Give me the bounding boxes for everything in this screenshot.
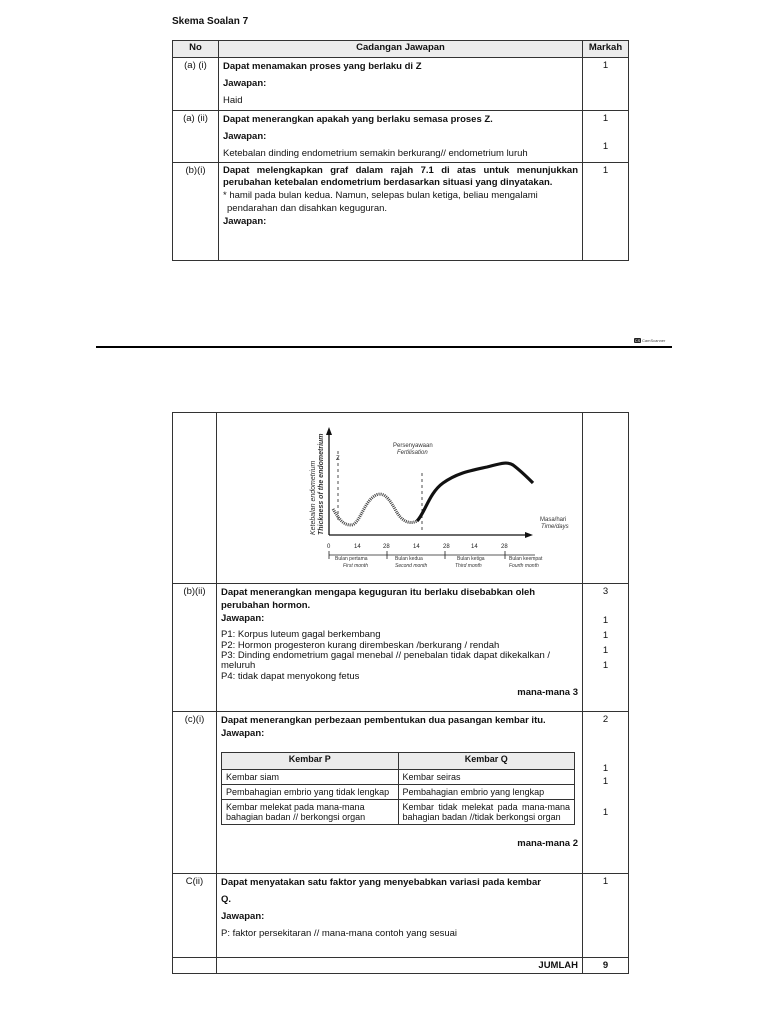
endometrium-graph bbox=[217, 413, 583, 583]
watermark-text: CamScanner bbox=[642, 338, 666, 343]
page-title: Skema Soalan 7 bbox=[172, 16, 249, 27]
tick-label: 0 bbox=[327, 544, 331, 550]
original-curve bbox=[333, 494, 417, 525]
fertilisation-label: Persenyawaan bbox=[393, 443, 433, 449]
completed-curve bbox=[417, 463, 533, 521]
table-row bbox=[173, 874, 629, 958]
table-row bbox=[173, 584, 629, 712]
table-row bbox=[173, 111, 629, 163]
table-row bbox=[173, 58, 629, 111]
table-row bbox=[173, 712, 629, 874]
comparison-cell: Pembahagian embrio yang lengkap bbox=[398, 785, 575, 800]
header-answer: Cadangan Jawapan bbox=[219, 41, 583, 58]
question-number: (a) (i) bbox=[173, 58, 219, 111]
y-axis-label-en: Thickness of the endometrium bbox=[318, 433, 325, 535]
mark-cell: 1 bbox=[583, 58, 629, 111]
z-label: Z bbox=[336, 456, 340, 462]
answer-cell bbox=[217, 712, 583, 874]
mark-value: 1 bbox=[602, 615, 609, 626]
answer-heading: Jawapan: bbox=[223, 131, 267, 142]
mark-cell bbox=[583, 712, 629, 874]
y-axis-arrow-icon bbox=[326, 427, 332, 435]
question-text: Dapat menerangkan mengapa keguguran itu berlaku disebabkan oleh bbox=[221, 587, 536, 598]
table-row bbox=[173, 163, 629, 261]
month-label: Bulan kedua bbox=[395, 556, 423, 562]
comparison-cell: Kembar tidak melekat pada mana-mana bahagian badan //tidak berkongsi organ bbox=[398, 800, 575, 825]
answer-heading: Jawapan: bbox=[223, 78, 267, 89]
comparison-cell: Pembahagian embrio yang tidak lengkap bbox=[222, 785, 399, 800]
fertilisation-label-en: Fertilisation bbox=[397, 450, 428, 456]
question-text: Dapat menamakan proses yang berlaku di Z bbox=[223, 61, 422, 72]
table-header-row bbox=[173, 41, 629, 58]
mark-value: 1 bbox=[602, 763, 609, 774]
month-label: Bulan keempat bbox=[509, 556, 543, 562]
month-label: Bulan pertama bbox=[335, 556, 368, 562]
month-label-en: Fourth month bbox=[509, 563, 539, 569]
y-axis-label: Ketebalan endometrium bbox=[310, 460, 317, 535]
point-text: P1: Korpus luteum gagal berkembang bbox=[221, 629, 381, 640]
column-header-kembar-p: Kembar P bbox=[222, 753, 399, 770]
mark-cell bbox=[583, 111, 629, 163]
x-axis-label-en: Time/days bbox=[541, 524, 569, 530]
any-note: mana-mana 2 bbox=[517, 838, 578, 849]
question-number: (b)(ii) bbox=[173, 584, 217, 712]
question-number: C(ii) bbox=[173, 874, 217, 958]
comparison-cell: Kembar siam bbox=[222, 770, 399, 785]
mark-value: 3 bbox=[602, 586, 609, 597]
graph-row bbox=[173, 413, 629, 584]
month-label-en: Second month bbox=[395, 563, 428, 569]
camscanner-logo-icon: CS bbox=[634, 338, 641, 343]
month-label: Bulan ketiga bbox=[457, 556, 485, 562]
total-label: JUMLAH bbox=[217, 958, 583, 974]
mark-value: 1 bbox=[602, 807, 609, 818]
tick-label: 28 bbox=[443, 544, 450, 550]
answer-heading: Jawapan: bbox=[221, 613, 265, 624]
mark-cell: 1 bbox=[583, 163, 629, 261]
answer-cell bbox=[217, 584, 583, 712]
empty-cell bbox=[583, 413, 629, 584]
question-number: (a) (ii) bbox=[173, 111, 219, 163]
total-row bbox=[173, 958, 629, 974]
question-text: Dapat melengkapkan graf dalam rajah 7.1 di atas untuk menunjukkan perubahan ketebalan endometrium berdasarkan situasi yang dinyatakan. bbox=[223, 165, 578, 188]
answer-heading: Jawapan: bbox=[223, 216, 267, 227]
answer-cell bbox=[219, 163, 583, 261]
mark-value: 1 bbox=[602, 645, 609, 656]
mark-cell: 1 bbox=[583, 874, 629, 958]
situation-note: * hamil pada bulan kedua. Namun, selepas bulan ketiga, beliau mengalami bbox=[223, 190, 538, 201]
tick-label: 14 bbox=[354, 544, 361, 550]
answer-cell bbox=[219, 111, 583, 163]
empty-cell bbox=[173, 413, 217, 584]
question-text: Dapat menerangkan perbezaan pembentukan dua pasangan kembar itu. bbox=[221, 715, 546, 726]
mark-value: 1 bbox=[602, 630, 609, 641]
answer-heading: Jawapan: bbox=[221, 911, 265, 922]
answer-text: P: faktor persekitaran // mana-mana contoh yang sesuai bbox=[221, 928, 458, 939]
comparison-row bbox=[222, 785, 575, 800]
scheme-table-top bbox=[172, 40, 629, 261]
mark-value: 1 bbox=[602, 141, 609, 152]
scheme-table-bottom bbox=[172, 412, 629, 974]
comparison-cell: Kembar seiras bbox=[398, 770, 575, 785]
empty-cell bbox=[173, 958, 217, 974]
answer-heading: Jawapan: bbox=[221, 728, 265, 739]
question-text: perubahan hormon. bbox=[221, 600, 311, 611]
scanner-watermark bbox=[634, 338, 665, 343]
point-text: P3: Dinding endometrium gagal menebal // penebalan tidak dapat dikekalkan / meluruh bbox=[221, 650, 551, 671]
tick-label: 14 bbox=[413, 544, 420, 550]
question-number: (c)(i) bbox=[173, 712, 217, 874]
situation-note: pendarahan dan disahkan keguguran. bbox=[227, 203, 388, 214]
x-axis-arrow-icon bbox=[525, 532, 533, 538]
answer-cell bbox=[217, 874, 583, 958]
answer-text: Haid bbox=[223, 95, 243, 106]
point-text: P4: tidak dapat menyokong fetus bbox=[221, 671, 360, 682]
total-value: 9 bbox=[583, 958, 629, 974]
comparison-header-row bbox=[222, 753, 575, 770]
any-note: mana-mana 3 bbox=[517, 687, 578, 698]
question-text: Q. bbox=[221, 894, 232, 905]
point-text: P2: Hormon progesteron kurang dirembeskan /berkurang / rendah bbox=[221, 640, 500, 651]
column-header-kembar-q: Kembar Q bbox=[398, 753, 575, 770]
mark-value: 1 bbox=[602, 776, 609, 787]
mark-value: 2 bbox=[602, 714, 609, 725]
answer-text: Ketebalan dinding endometrium semakin berkurang// endometrium luruh bbox=[223, 148, 528, 159]
tick-label: 28 bbox=[501, 544, 508, 550]
tick-label: 14 bbox=[471, 544, 478, 550]
mark-cell bbox=[583, 584, 629, 712]
answer-cell bbox=[219, 58, 583, 111]
question-number: (b)(i) bbox=[173, 163, 219, 261]
header-mark: Markah bbox=[583, 41, 629, 58]
comparison-row bbox=[222, 800, 575, 825]
twins-comparison-table bbox=[221, 752, 575, 825]
tick-label: 28 bbox=[383, 544, 390, 550]
month-label-en: Third month bbox=[455, 563, 482, 569]
page-divider bbox=[96, 346, 672, 348]
question-text: Dapat menerangkan apakah yang berlaku semasa proses Z. bbox=[223, 114, 493, 125]
comparison-cell: Kembar melekat pada mana-mana bahagian badan // berkongsi organ bbox=[222, 800, 399, 825]
mark-value: 1 bbox=[602, 660, 609, 671]
graph-cell bbox=[217, 413, 583, 584]
mark-value: 1 bbox=[602, 113, 609, 124]
comparison-row bbox=[222, 770, 575, 785]
question-text: Dapat menyatakan satu faktor yang menyebabkan variasi pada kembar bbox=[221, 877, 541, 888]
header-no: No bbox=[173, 41, 219, 58]
x-axis-label: Masa/hari bbox=[540, 517, 567, 523]
month-label-en: First month bbox=[343, 563, 369, 569]
